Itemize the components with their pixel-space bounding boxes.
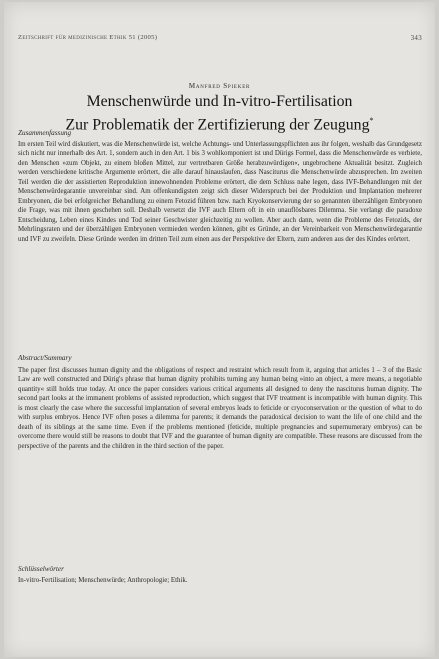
journal-citation: Zeitschrift für medizinische Ethik 51 (2005) <box>18 34 158 41</box>
article-title <box>4 92 435 134</box>
abstract-text: The paper first discusses human dignity and the obligations of respect and restraint which result from it, arguing that articles 1 – 3 of the Basic Law are well constructed and Dürig's phrase that human dignity prohibits turning any human being »into an object, a mere means, a negotiable quantity« still holds true today. At once the paper considers various critical arguments all designed to deny the nasciturus human dignity. The second part looks at the immanent problems of assisted reproduction, which suggest that IVF treatment is incompatible with human dignity. This is most clearly the case where the successful implantation of several embryos leads to feticide or cryoconservation or the question of what to do with surplus embryos. Hence IVF often poses a dilemma for parents; it demands the paradoxical decision to want the life of one child and the death of its siblings at the same time. Even if the problems mentioned (feticide, multiple pregnancies and supernumerary embryos) can be overcome there would still be reasons to doubt that IVF and the guarantee of human dignity are compatible. These reasons are discussed from the perspective of the parents and the children in the third section of the paper. <box>18 367 422 450</box>
title-footnote-mark: * <box>369 116 374 125</box>
zusammenfassung-heading: Zusammenfassung <box>18 129 72 137</box>
keywords-heading: Schlüsselwörter <box>18 565 64 573</box>
abstract-heading: Abstract/Summary <box>18 354 72 362</box>
title-main: Menschenwürde und In-vitro-Fertilisation <box>86 93 353 110</box>
document-page <box>4 2 435 657</box>
keywords-text: In-vitro-Fertilisation; Menschenwürde; Anthropologie; Ethik. <box>18 577 188 584</box>
page-number: 343 <box>410 34 422 42</box>
author-name: Manfred Spieker <box>188 82 251 90</box>
zusammenfassung-text: Im ersten Teil wird diskutiert, was die Menschenwürde ist, welche Achtungs- und Unterlassungspflichten aus ihr folgen, weshalb das Grundgesetz sich nicht nur innerhalb des Art. 1, sondern auch in den Art. 1 bis 3 wohlkomponiert ist und Dürigs Formel, dass die Menschenwürde es verbiete, den Menschen »zum Objekt, zu einem bloßen Mittel, zur vertretbaren Größe herabzuwürdigen«, ungebrochene Aktualität besitzt. Zugleich werden verschiedene kritische Argumente erörtert, die alle darauf hinauslaufen, dass Nasciturus die Menschenwürde abzusprechen. Im zweiten Teil werden die der assistierten Reproduktion innewohnenden Probleme erörtert, die dem Schluss nahe legen, dass IVF-Behandlungen mit der Menschenwürdegarantie unvereinbar sind. Am offenkundigsten zeigt sich dieser Widerspruch bei der Produktion und Implantation mehrerer Embryonen, die bei erfolgreicher Behandlung zu einem Fetozid führen bzw. nach Kryokonservierung der so genannten überzähligen Embryonen die Frage, was mit ihnen geschehen soll. Deshalb versetzt die IVF auch Eltern oft in ein unauflösbares Dilemma. Sie verlangt die paradoxe Entscheidung, Leben eines Kindes und Tod seiner Geschwister gleichzeitig zu wollen. Aber auch dann, wenn die Probleme des Fetozids, der Mehrlingsraten und der überzähligen Embryonen vermieden werden können, gibt es Gründe, an der Vereinbarkeit von Menschenwürdegarantie und IVF zu zweifeln. Diese Gründe werden im dritten Teil zum einen aus der Perspektive der Eltern, zum anderen aus der des Kindes erörtert. <box>18 141 422 243</box>
title-subtitle-text: Zur Problematik der Zertifizierung der Zeugung <box>65 116 370 134</box>
running-head <box>18 34 422 41</box>
